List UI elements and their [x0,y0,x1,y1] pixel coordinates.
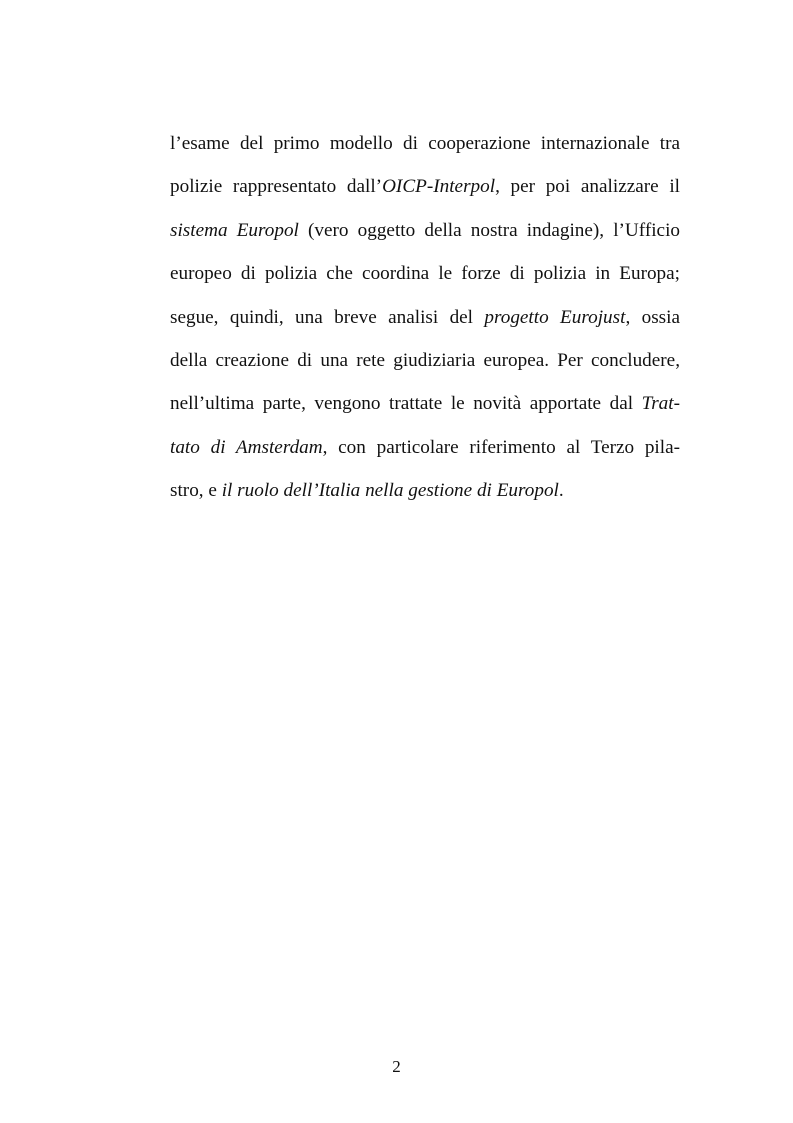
italic-term-oicp-interpol: OICP-Interpol [382,176,496,198]
italic-term-progetto-eurojust: progetto Eurojust [484,306,626,328]
text-line [170,302,680,345]
body-paragraph [170,128,680,519]
italic-term-trattato-part2: tato di Amsterdam [170,436,323,458]
text-run: (vero oggetto della nostra indagine), l’Ufficio [298,219,680,241]
text-line [170,128,680,171]
text-line [170,432,680,475]
italic-term-ruolo-italia: il ruolo dell’Italia nella gestione di Europol [221,480,559,502]
text-line [170,171,680,214]
text-line [170,215,680,258]
text-run: l’esame del primo modello di cooperazione internazionale tra [170,133,680,154]
text-line [170,258,680,301]
text-run: , con particolare riferimento al Terzo pila- [322,436,681,458]
text-line [170,388,680,431]
text-line [170,475,680,518]
text-run: , per poi analizzare il [495,176,680,198]
italic-term-sistema-europol: sistema Europol [170,219,299,241]
text-run: della creazione di una rete giudiziaria europea. Per concludere, [170,349,680,371]
text-run: . [558,480,564,502]
text-run: polizie rappresentato dall’ [170,176,383,198]
italic-term-trattato-part1: Trat- [641,393,680,415]
text-run: nell’ultima parte, vengono trattate le novità apportate dal [170,393,642,415]
text-run: europeo di polizia che coordina le forze di polizia in Europa; [170,263,680,285]
page-number: 2 [392,1057,401,1076]
text-run: , ossia [625,306,680,328]
text-line [170,345,680,388]
text-run: stro, e [170,480,222,502]
text-run: segue, quindi, una breve analisi del [170,306,485,328]
